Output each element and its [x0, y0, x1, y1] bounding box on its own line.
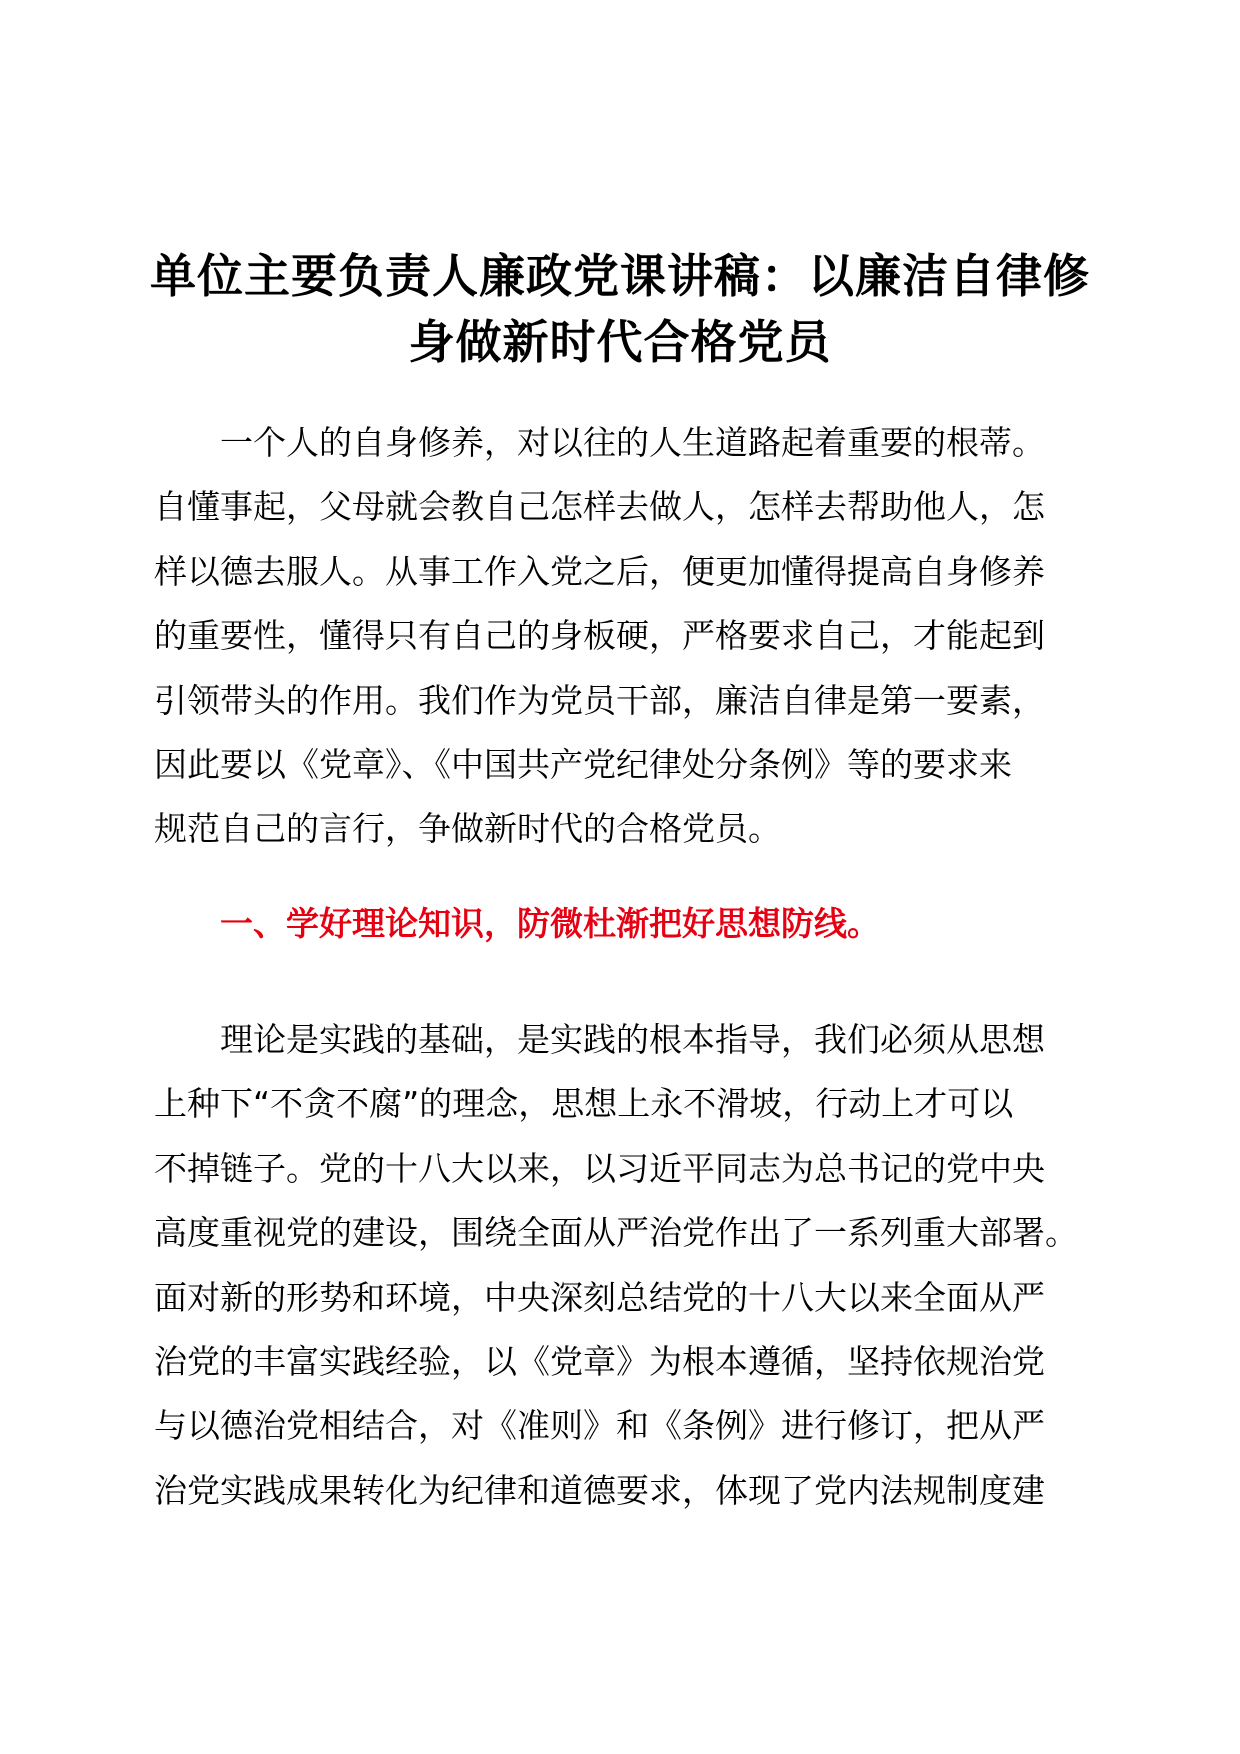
paragraph-line: 上种下“不贪不腐”的理念，思想上永不滑坡，行动上才可以 — [154, 1084, 1014, 1124]
paragraph-line: 与以德治党相结合，对《准则》和《条例》进行修订，把从严 — [154, 1406, 1045, 1446]
title-line: 单位主要负责人廉政党课讲稿：以廉洁自律修 — [150, 249, 1090, 303]
paragraph-line: 规范自己的言行，争做新时代的合格党员。 — [154, 809, 781, 849]
body-paragraph — [154, 1008, 1090, 1523]
document-title — [140, 243, 1100, 375]
paragraph-line: 的重要性，懂得只有自己的身板硬，严格要求自己，才能起到 — [154, 616, 1045, 656]
paragraph-line: 一个人的自身修养，对以往的人生道路起着重要的根蒂。 — [220, 423, 1045, 462]
paragraph-line: 自懂事起，父母就会教自己怎样去做人，怎样去帮助他人，怎 — [154, 487, 1045, 527]
paragraph-line: 样以德去服人。从事工作入党之后，便更加懂得提高自身修养 — [154, 551, 1045, 591]
paragraph-line: 治党实践成果转化为纪律和道德要求，体现了党内法规制度建 — [154, 1470, 1045, 1510]
paragraph-line: 不掉链子。党的十八大以来，以习近平同志为总书记的党中央 — [154, 1148, 1045, 1188]
title-line: 身做新时代合格党员 — [408, 315, 832, 369]
paragraph-line: 治党的丰富实践经验，以《党章》为根本遵循，坚持依规治党 — [154, 1342, 1045, 1382]
paragraph-line: 因此要以《党章》、《中国共产党纪律处分条例》等的要求来 — [154, 745, 1012, 785]
section-heading-text: 一、学好理论知识，防微杜渐把好思想防线。 — [220, 904, 880, 943]
paragraph-line: 引领带头的作用。我们作为党员干部，廉洁自律是第一要素， — [154, 680, 1045, 720]
body-paragraph — [154, 411, 1090, 862]
paragraph-line: 面对新的形势和环境，中央深刻总结党的十八大以来全面从严 — [154, 1277, 1045, 1317]
paragraph-line: 高度重视党的建设，围绕全面从严治党作出了一系列重大部署。 — [154, 1213, 1078, 1253]
section-heading — [154, 892, 1090, 956]
paragraph-line: 理论是实践的基础，是实践的根本指导，我们必须从思想 — [220, 1020, 1045, 1059]
